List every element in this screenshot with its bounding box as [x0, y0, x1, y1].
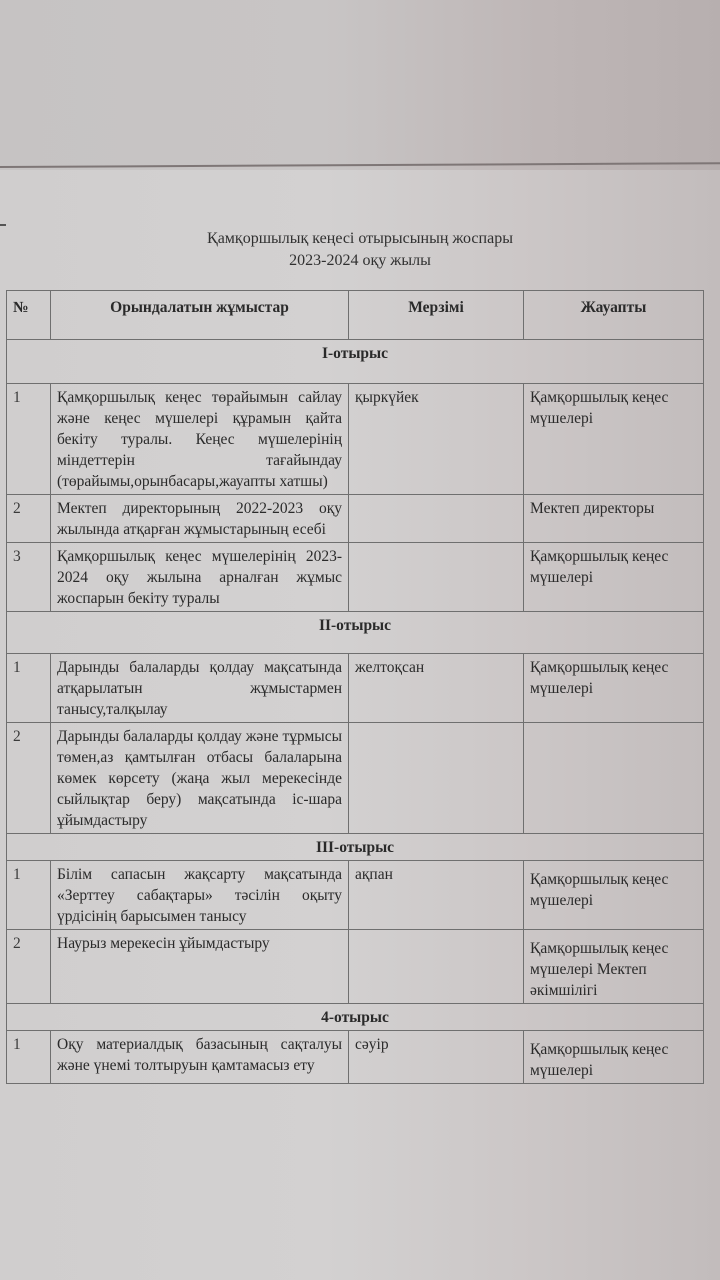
pen-mark [0, 224, 6, 226]
row-work: Дарынды балаларды қолдау мақсатында атқарылатын жұмыстармен танысу,талқылау [51, 654, 349, 723]
table-header-row [7, 291, 704, 340]
row-date [349, 495, 524, 543]
row-number: 2 [7, 723, 51, 834]
row-date: қыркүйек [349, 384, 524, 495]
row-work: Мектеп директорының 2022-2023 оқу жылында атқарған жұмыстарының есебі [51, 495, 349, 543]
document-subtitle: 2023-2024 оқу жылы [289, 252, 431, 269]
session-row [7, 340, 704, 384]
row-number: 1 [7, 654, 51, 723]
row-date [349, 543, 524, 612]
row-work: Наурыз мерекесін ұйымдастыру [51, 930, 349, 1004]
row-responsible: Қамқоршылық кеңес мүшелері [524, 1031, 704, 1084]
header-date: Мерзімі [349, 291, 524, 340]
row-work: Қамқоршылық кеңес мүшелерінің 2023-2024 оқу жылына арналған жұмыс жоспарын бекіту туралы [51, 543, 349, 612]
row-responsible: Қамқоршылық кеңес мүшелері [524, 861, 704, 930]
session-row [7, 834, 704, 861]
row-number: 1 [7, 861, 51, 930]
session-row [7, 1004, 704, 1031]
session-title: III-отырыс [7, 834, 704, 861]
row-work: Білім сапасын жақсарту мақсатында «Зерттеу сабақтары» тәсілін оқыту үрдісінің барысымен танысу [51, 861, 349, 930]
row-responsible: Қамқоршылық кеңес мүшелері [524, 384, 704, 495]
row-number: 2 [7, 930, 51, 1004]
table-row [7, 930, 704, 1004]
session-title: I-отырыс [7, 340, 704, 384]
row-number: 1 [7, 1031, 51, 1084]
background-sheet [0, 0, 720, 172]
row-responsible [524, 723, 704, 834]
row-responsible: Қамқоршылық кеңес мүшелері [524, 543, 704, 612]
session-title: II-отырыс [7, 612, 704, 654]
header-work: Орындалатын жұмыстар [51, 291, 349, 340]
row-work: Оқу материалдық базасының сақталуы және үнемі толтыруын қамтамасыз ету [51, 1031, 349, 1084]
table-row [7, 654, 704, 723]
row-work: Қамқоршылық кеңес төрайымын сайлау және кеңес мүшелері құрамын қайта бекіту туралы. Кеңес мүшелерінің міндеттерін тағайындау (төрайымы,орынбасары,жауапты хатшы) [51, 384, 349, 495]
row-number: 1 [7, 384, 51, 495]
table-row [7, 495, 704, 543]
row-number: 3 [7, 543, 51, 612]
table-row [7, 1031, 704, 1084]
row-date [349, 930, 524, 1004]
table-row [7, 384, 704, 495]
plan-table [6, 290, 704, 1084]
table-row [7, 723, 704, 834]
row-responsible: Қамқоршылық кеңес мүшелері Мектеп әкімшілігі [524, 930, 704, 1004]
table-row [7, 861, 704, 930]
row-responsible: Қамқоршылық кеңес мүшелері [524, 654, 704, 723]
row-responsible: Мектеп директоры [524, 495, 704, 543]
table-row [7, 543, 704, 612]
header-responsible: Жауапты [524, 291, 704, 340]
row-work: Дарынды балаларды қолдау және тұрмысы төмен,аз қамтылған отбасы балаларына көмек көрсету (жаңа жыл мерекесінде сыйлықтар беру) мақсатында іс-шара ұйымдастыру [51, 723, 349, 834]
row-date: сәуір [349, 1031, 524, 1084]
row-number: 2 [7, 495, 51, 543]
row-date: ақпан [349, 861, 524, 930]
row-date [349, 723, 524, 834]
header-number: № [7, 291, 51, 340]
row-date: желтоқсан [349, 654, 524, 723]
document-title: Қамқоршылық кеңесі отырысының жоспары [207, 230, 513, 247]
session-row [7, 612, 704, 654]
session-title: 4-отырыс [7, 1004, 704, 1031]
